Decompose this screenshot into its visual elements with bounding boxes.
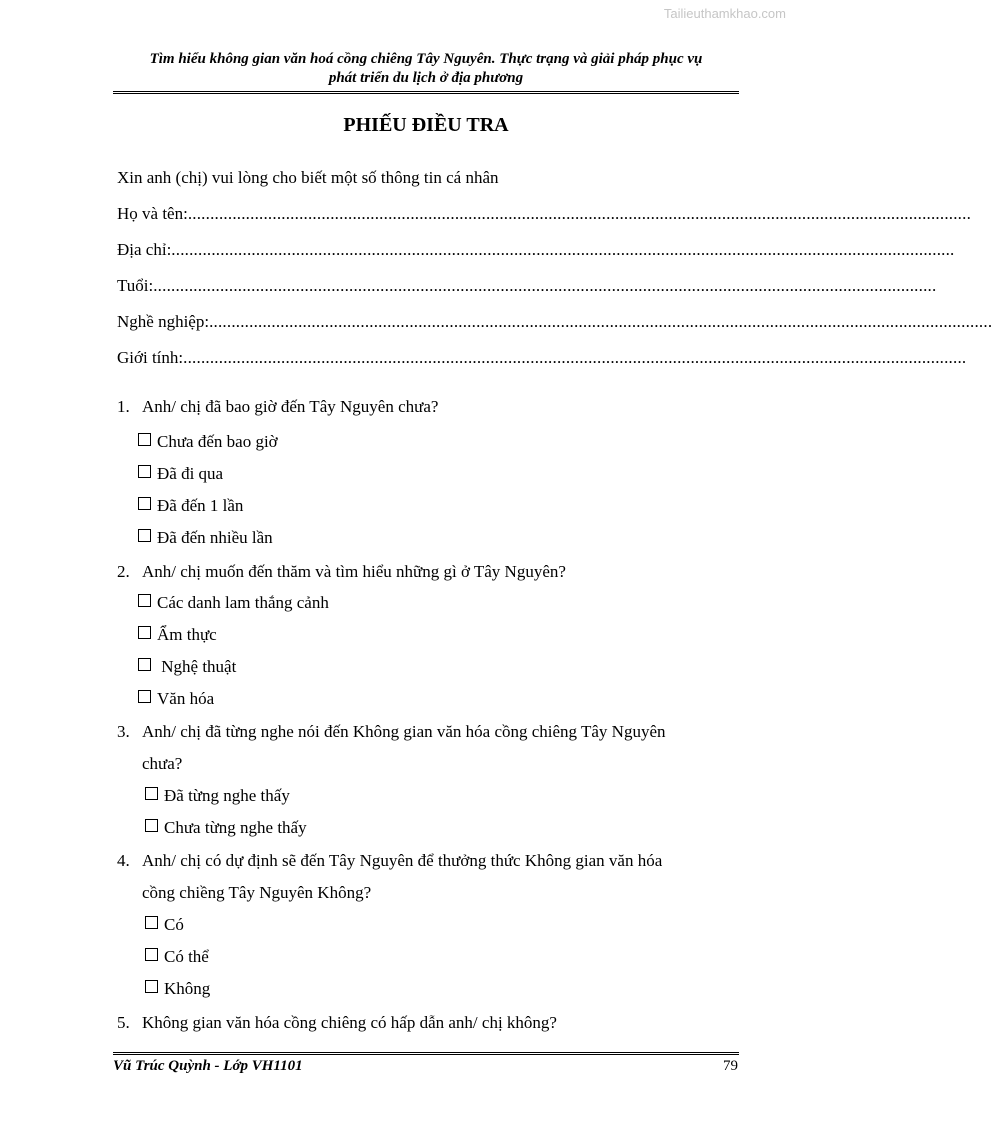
option-label: Đã đi qua xyxy=(157,464,224,483)
gender-field xyxy=(117,348,967,368)
field-label: Tuổi: xyxy=(117,276,154,295)
occupation-field xyxy=(117,312,992,332)
option-label: Đã đến 1 lần xyxy=(157,496,244,515)
question-text: Anh/ chị có dự định sẽ đến Tây Nguyên để thưởng thức Không gian văn hóa xyxy=(142,851,663,870)
age-field xyxy=(117,276,937,296)
checkbox-icon[interactable] xyxy=(145,916,158,929)
option-label: Có thể xyxy=(164,947,209,966)
checkbox-icon[interactable] xyxy=(145,787,158,800)
option[interactable] xyxy=(145,947,209,967)
field-label: Địa chỉ: xyxy=(117,240,172,259)
question-2 xyxy=(117,562,566,582)
checkbox-icon[interactable] xyxy=(138,497,151,510)
question-1 xyxy=(117,397,438,417)
page-title: PHIẾU ĐIỀU TRA xyxy=(343,114,509,136)
field-dots: ................................................................................................................................................................................ xyxy=(187,204,972,223)
option[interactable] xyxy=(145,915,184,935)
question-4-continuation: cồng chiềng Tây Nguyên Không? xyxy=(142,883,372,902)
checkbox-icon[interactable] xyxy=(138,529,151,542)
option-label: Có xyxy=(164,915,184,934)
option-label: Đã đến nhiều lần xyxy=(157,528,273,547)
field-label: Họ và tên: xyxy=(117,204,188,223)
option-label: Không xyxy=(164,979,211,998)
running-header xyxy=(113,50,739,88)
option[interactable] xyxy=(138,593,329,613)
option-label: Văn hóa xyxy=(157,689,215,708)
question-number: 3. xyxy=(117,722,130,741)
option[interactable] xyxy=(138,464,223,484)
checkbox-icon[interactable] xyxy=(138,433,151,446)
question-5 xyxy=(117,1013,557,1033)
option[interactable] xyxy=(145,818,307,838)
option[interactable] xyxy=(145,979,210,999)
question-number: 4. xyxy=(117,851,130,870)
checkbox-icon[interactable] xyxy=(145,948,158,961)
question-text: Anh/ chị đã bao giờ đến Tây Nguyên chưa? xyxy=(142,397,439,416)
option[interactable] xyxy=(138,689,214,709)
address-field xyxy=(117,240,955,260)
option-label: Chưa đến bao giờ xyxy=(157,432,278,451)
checkbox-icon[interactable] xyxy=(145,819,158,832)
field-label: Giới tính: xyxy=(117,348,184,367)
checkbox-icon[interactable] xyxy=(138,626,151,639)
option-label: Chưa từng nghe thấy xyxy=(164,818,307,837)
option-label: Nghệ thuật xyxy=(157,657,237,676)
option[interactable] xyxy=(138,625,217,645)
header-line-2: phát triển du lịch ở địa phương xyxy=(328,70,524,86)
checkbox-icon[interactable] xyxy=(138,690,151,703)
question-3 xyxy=(117,722,666,742)
question-number: 1. xyxy=(117,397,130,416)
name-field xyxy=(117,204,972,224)
question-text: Không gian văn hóa cồng chiêng có hấp dẫn anh/ chị không? xyxy=(142,1013,557,1032)
header-line-1: Tìm hiểu không gian văn hoá cồng chiêng Tây Nguyên. Thực trạng và giải pháp phục vụ xyxy=(149,51,703,67)
question-number: 2. xyxy=(117,562,130,581)
option[interactable] xyxy=(138,657,236,677)
field-dots: ................................................................................................................................................................................ xyxy=(183,348,967,367)
question-text: Anh/ chị đã từng nghe nói đến Không gian văn hóa cồng chiêng Tây Nguyên xyxy=(142,722,666,741)
option[interactable] xyxy=(145,786,290,806)
option[interactable] xyxy=(138,528,273,548)
question-number: 5. xyxy=(117,1013,130,1032)
checkbox-icon[interactable] xyxy=(145,980,158,993)
question-4 xyxy=(117,851,662,871)
footer-rule xyxy=(113,1052,739,1055)
footer-author: Vũ Trúc Quỳnh - Lớp VH1101 xyxy=(113,1058,303,1074)
option-label: Các danh lam thắng cảnh xyxy=(157,593,329,612)
field-dots: ................................................................................................................................................................................ xyxy=(209,312,992,331)
question-3-continuation: chưa? xyxy=(142,754,183,773)
intro-text: Xin anh (chị) vui lòng cho biết một số thông tin cá nhân xyxy=(117,168,499,187)
checkbox-icon[interactable] xyxy=(138,465,151,478)
question-text: Anh/ chị muốn đến thăm và tìm hiểu những gì ở Tây Nguyên? xyxy=(142,562,566,581)
option-label: Ẩm thực xyxy=(157,625,217,644)
option[interactable] xyxy=(138,496,243,516)
watermark: Tailieuthamkhao.com xyxy=(663,6,786,21)
field-dots: ................................................................................................................................................................................ xyxy=(153,276,937,295)
checkbox-icon[interactable] xyxy=(138,658,151,671)
page-number: 79 xyxy=(723,1058,738,1074)
field-dots: ................................................................................................................................................................................ xyxy=(171,240,955,259)
option-label: Đã từng nghe thấy xyxy=(164,786,290,805)
checkbox-icon[interactable] xyxy=(138,594,151,607)
option[interactable] xyxy=(138,432,278,452)
header-rule xyxy=(113,91,739,94)
field-label: Nghề nghiệp: xyxy=(117,312,210,331)
